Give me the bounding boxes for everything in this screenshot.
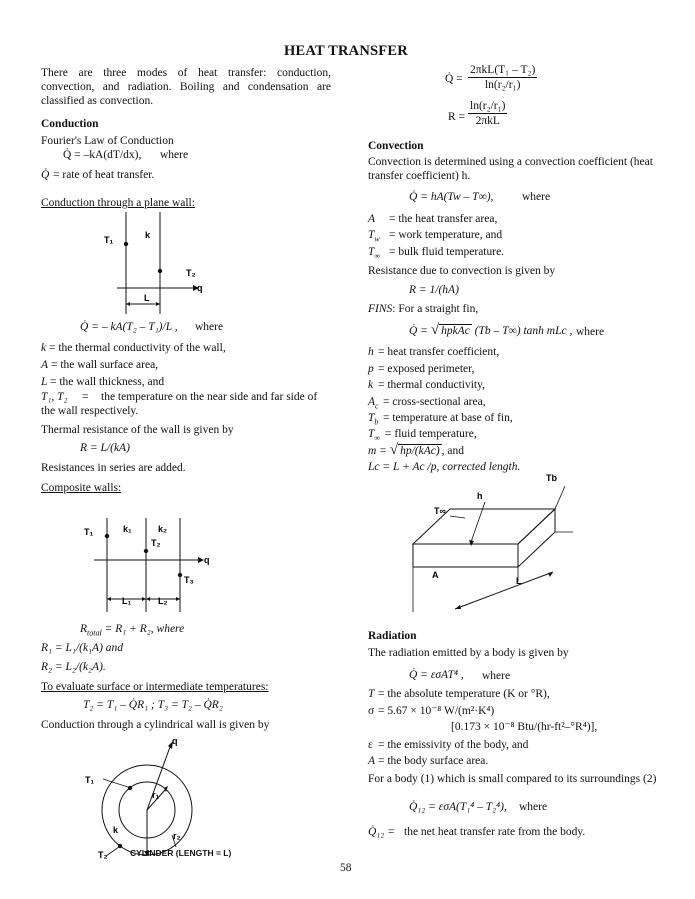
composite-T2-point (144, 549, 148, 553)
page-number: 58 (340, 862, 352, 874)
plane-wall-diagram (95, 212, 210, 317)
Ac-symbol: $A_c$ (368, 396, 379, 411)
Tb-definition: = temperature at base of fin, (383, 412, 513, 424)
convection-where: where (522, 191, 551, 203)
R2-equation: R₂ = L₂/(k₂A). (41, 661, 106, 673)
fin-Tinf-label: T∞ (434, 506, 446, 516)
fin-Tb-label: Tb (546, 473, 557, 483)
A-definition: = the wall surface area, (51, 359, 159, 371)
cylinder-R-lhs: R = (448, 111, 466, 123)
fins-line: FINS: For a straight fin, (368, 303, 479, 315)
h-definition: = heat transfer coefficient, (378, 346, 500, 358)
page-title: HEAT TRANSFER (284, 43, 408, 59)
radiation-text: The radiation emitted by a body is given by (368, 647, 569, 659)
fin-L-dimension (455, 572, 553, 609)
Tw-symbol: $T_w$ (368, 229, 380, 244)
A-symbol: A (41, 359, 49, 371)
T2-point (158, 269, 162, 273)
p-definition: = exposed perimeter, (378, 363, 475, 375)
q12-where: where (519, 801, 548, 813)
fin-front-face (413, 544, 518, 567)
fourier-where: where (160, 149, 189, 161)
T1-T2-definition: the temperature on the near side and far side of the wall respectively. (41, 391, 318, 417)
T2-label: T₂ (186, 268, 196, 278)
convection-equation: Q̇ = hA(Tw – T∞), (409, 191, 494, 203)
cylinder-k-label: k (113, 825, 119, 835)
composite-T3-point (178, 573, 182, 577)
cylinder-T1-label: T₁ (85, 775, 95, 785)
composite-T1-label: T₁ (84, 527, 94, 537)
Tb-symbol: $T_b$ (368, 412, 379, 427)
composite-T2-label: T₂ (151, 538, 161, 548)
resistance-text: Thermal resistance of the wall is given by (41, 424, 234, 436)
composite-q-label: q (204, 555, 210, 565)
intro-paragraph: There are three modes of heat transfer: conduction, convection, and radiation. Boiling and condensation are classified as convection. (41, 67, 331, 107)
r2-label: r₂ (173, 831, 181, 841)
plane-wall-heading: Conduction through a plane wall: (41, 197, 195, 209)
sigma-definition-english: [0.173 × 10⁻⁸ Btu/(hr-ft²–°R⁴)], (451, 721, 598, 733)
cylinder-diagram (76, 735, 266, 863)
radiation-equation: Q̇ = εσAT⁴ , (409, 669, 464, 681)
composite-T1-point (105, 534, 109, 538)
fin-diagram (405, 472, 580, 612)
h-symbol: h (368, 346, 374, 358)
fin-Tinf-symbol: $T_\infty$ (368, 428, 381, 443)
r1-label: r₁ (152, 790, 160, 800)
T1-T2-equals: = (82, 391, 89, 403)
epsilon-definition: = the emissivity of the body, and (378, 739, 529, 751)
fourier-law-title: Fourier's Law of Conduction (41, 135, 174, 147)
cylinder-Q-lhs: Q̇ = (445, 73, 463, 85)
conv-A-definition: = the heat transfer area, (389, 213, 498, 225)
sigma-symbol: σ (368, 705, 375, 717)
conv-resistance-equation: R = 1/(hA) (409, 284, 459, 296)
rad-A-symbol: A (368, 755, 376, 767)
fourier-equation: Q̇ = –kA(dT/dx), (63, 149, 142, 161)
convection-text: Convection is determined using a convection coefficient (heat transfer coefficient) h. (368, 156, 653, 182)
cylinder-text: Conduction through a cylindrical wall is given by (41, 719, 270, 731)
Lc-definition: Lc = L + Ac /p, corrected length. (368, 461, 521, 473)
cylinder-Q-fraction (468, 64, 537, 91)
fin-L-label: L (516, 576, 522, 586)
T-definition: = the absolute temperature (K or °R), (378, 688, 550, 700)
cylinder-T2-label: T₂ (98, 850, 108, 860)
k-definition: = the thermal conductivity of the wall, (49, 342, 226, 354)
series-text: Resistances in series are added. (41, 462, 186, 474)
L-definition: = the wall thickness, and (50, 376, 165, 388)
k1-label: k₁ (123, 524, 132, 534)
q12-definition: the net heat transfer rate from the body. (404, 826, 586, 838)
composite-wall-diagram (76, 515, 216, 615)
Tinf-definition: = bulk fluid temperature. (389, 246, 505, 258)
cylinder-q-label: q (172, 736, 178, 746)
cylinder-R-numerator: ln(r₂/r₁) (470, 100, 506, 112)
T1-point (124, 242, 128, 246)
fin-k-symbol: k (368, 379, 374, 391)
plane-wall-equation: Q̇ = – kA(T₂ – T₁)/L , (80, 321, 178, 333)
plane-wall-where: where (195, 321, 224, 333)
small-body-text: For a body (1) which is small compared to its surroundings (2) (368, 773, 657, 785)
k2-label: k₂ (158, 524, 168, 534)
rad-A-definition: = the body surface area. (378, 755, 489, 767)
fin-side-face (518, 509, 555, 567)
L-label: L (144, 293, 150, 303)
cylinder-R-denominator: 2πkL (475, 115, 500, 127)
cylinder-Q-numerator: 2πkL(T₁ – T₂) (470, 64, 536, 76)
fin-A-label: A (432, 570, 439, 580)
conduction-heading: Conduction (41, 118, 99, 130)
radiation-where: where (482, 670, 511, 682)
cylinder-q-arrow (147, 747, 170, 810)
T3-label: T₃ (184, 575, 194, 585)
cylinder-R-fraction (468, 100, 507, 127)
Tinf-symbol: $T_\infty$ (368, 246, 381, 261)
fin-h-label: h (477, 491, 483, 501)
fin-where: where (576, 326, 605, 338)
conv-resistance-text: Resistance due to convection is given by (368, 265, 556, 277)
Tw-definition: = work temperature, and (389, 229, 503, 241)
rtotal-equation: $R_{total} = R_1 + R_2$, where (80, 623, 185, 638)
L-symbol: L (41, 376, 48, 388)
Ac-definition: = cross-sectional area, (383, 396, 486, 408)
cylinder-caption: CYLINDER (LENGTH = L) (130, 848, 232, 858)
surface-temps-equation: T₂ = T₁ – Q̇R₁ ; T₃ = T₂ – Q̇R₂ (83, 699, 223, 711)
q12-symbol: Q̇₁₂ = (368, 826, 395, 838)
p-symbol: p (368, 363, 374, 375)
convection-heading: Convection (368, 140, 424, 152)
T-symbol: T (368, 688, 375, 700)
radiation-heading: Radiation (368, 630, 417, 642)
sigma-definition: = 5.67 × 10⁻⁸ W/(m²·K⁴) (378, 705, 495, 717)
qdot-symbol: Q̇ (41, 169, 50, 181)
T1-T2-symbol: T₁, T₂ (41, 391, 68, 403)
T1-label: T₁ (104, 235, 114, 245)
k-symbol: k (41, 342, 47, 354)
resistance-equation: R = L/(kA) (80, 442, 130, 454)
L1-label: L₁ (122, 596, 132, 606)
fin-h-pointer (471, 502, 485, 542)
m-equation: m = √ hp/(kAc) , and (368, 442, 465, 458)
surface-temps-heading: To evaluate surface or intermediate temperatures: (41, 681, 269, 693)
fin-k-definition: = thermal conductivity, (378, 379, 485, 391)
q-label: q (197, 283, 203, 293)
k-label: k (145, 230, 151, 240)
q12-equation: Q̇₁₂ = εσA(T₁⁴ – T₂⁴), (409, 801, 507, 813)
conv-A-symbol: A (368, 213, 376, 225)
composite-walls-heading: Composite walls: (41, 482, 122, 494)
fin-equation: Q̇ = √ hpkAc (Tb – T∞) tanh mLc , (409, 322, 573, 338)
qdot-definition: = rate of heat transfer. (53, 169, 155, 181)
epsilon-symbol: ε (368, 739, 373, 751)
L2-label: L₂ (158, 596, 168, 606)
cylinder-T1-point (128, 786, 132, 790)
R1-equation: R₁ = L₁/(k₁A) and (41, 642, 124, 654)
fin-Tinf-definition: = fluid temperature, (385, 428, 477, 440)
cylinder-Q-denominator: ln(r₂/r₁) (484, 79, 521, 91)
